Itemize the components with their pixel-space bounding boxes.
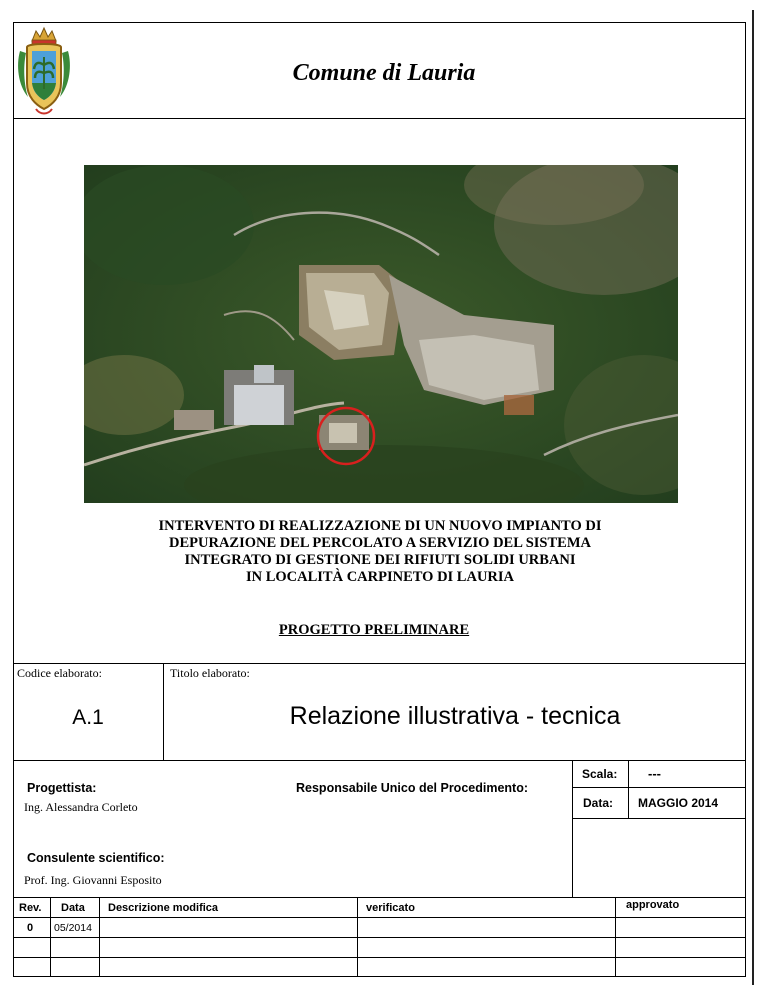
project-phase <box>0 622 748 639</box>
description-header: Descrizione modifica <box>108 902 219 914</box>
scale-value: --- <box>648 766 661 781</box>
doc-title-label: Titolo elaborato: <box>170 666 250 680</box>
project-line: DEPURAZIONE DEL PERCOLATO A SERVIZIO DEL SISTEMA <box>169 535 591 551</box>
meta-column-line <box>572 760 573 897</box>
revision-col-line <box>50 897 51 977</box>
approved-header: approvato <box>626 899 680 911</box>
rup-label: Responsabile Unico del Procedimento: <box>296 781 528 795</box>
revision-table-line <box>13 957 746 958</box>
scale-label: Scala: <box>582 767 618 781</box>
title-block-bottom-line <box>13 760 746 761</box>
title-block-top-line <box>13 663 746 664</box>
project-description <box>60 518 700 586</box>
revision-date: 05/2014 <box>54 922 92 934</box>
designer-name: Ing. Alessandra Corleto <box>24 800 138 814</box>
date-value: MAGGIO 2014 <box>638 796 719 810</box>
date-label: Data: <box>583 796 614 810</box>
date-header: Data <box>61 902 85 914</box>
revision-table-line <box>13 937 746 938</box>
project-line: INTERVENTO DI REALIZZAZIONE DI UN NUOVO IMPIANTO DI <box>158 518 602 534</box>
meta-value-line <box>628 760 629 818</box>
aerial-site-photo <box>84 165 678 503</box>
revision-table-line <box>13 917 746 918</box>
project-phase-text: PROGETTO PRELIMINARE <box>278 622 470 638</box>
project-line: IN LOCALITÀ CARPINETO DI LAURIA <box>245 569 515 585</box>
consultant-label: Consulente scientifico: <box>27 851 165 865</box>
revision-table-top <box>13 897 746 898</box>
consultant-name: Prof. Ing. Giovanni Esposito <box>24 873 162 887</box>
page-title: Comune di Lauria <box>292 60 476 86</box>
meta-row-line <box>572 787 746 788</box>
meta-row-line <box>572 818 746 819</box>
designer-label: Progettista: <box>27 781 97 795</box>
revision-col-line <box>357 897 358 977</box>
checked-header: verificato <box>366 902 415 914</box>
rev-header: Rev. <box>19 902 42 914</box>
revision-col-line <box>99 897 100 977</box>
code-label: Codice elaborato: <box>17 666 102 680</box>
doc-title: Relazione illustrativa - tecnica <box>289 702 621 730</box>
page-edge <box>752 10 754 985</box>
doc-code: A.1 <box>72 706 104 729</box>
revision-col-line <box>615 897 616 977</box>
revision-number: 0 <box>27 922 34 934</box>
project-line: INTEGRATO DI GESTIONE DEI RIFIUTI SOLIDI URBANI <box>184 552 576 568</box>
header-divider <box>13 118 746 119</box>
